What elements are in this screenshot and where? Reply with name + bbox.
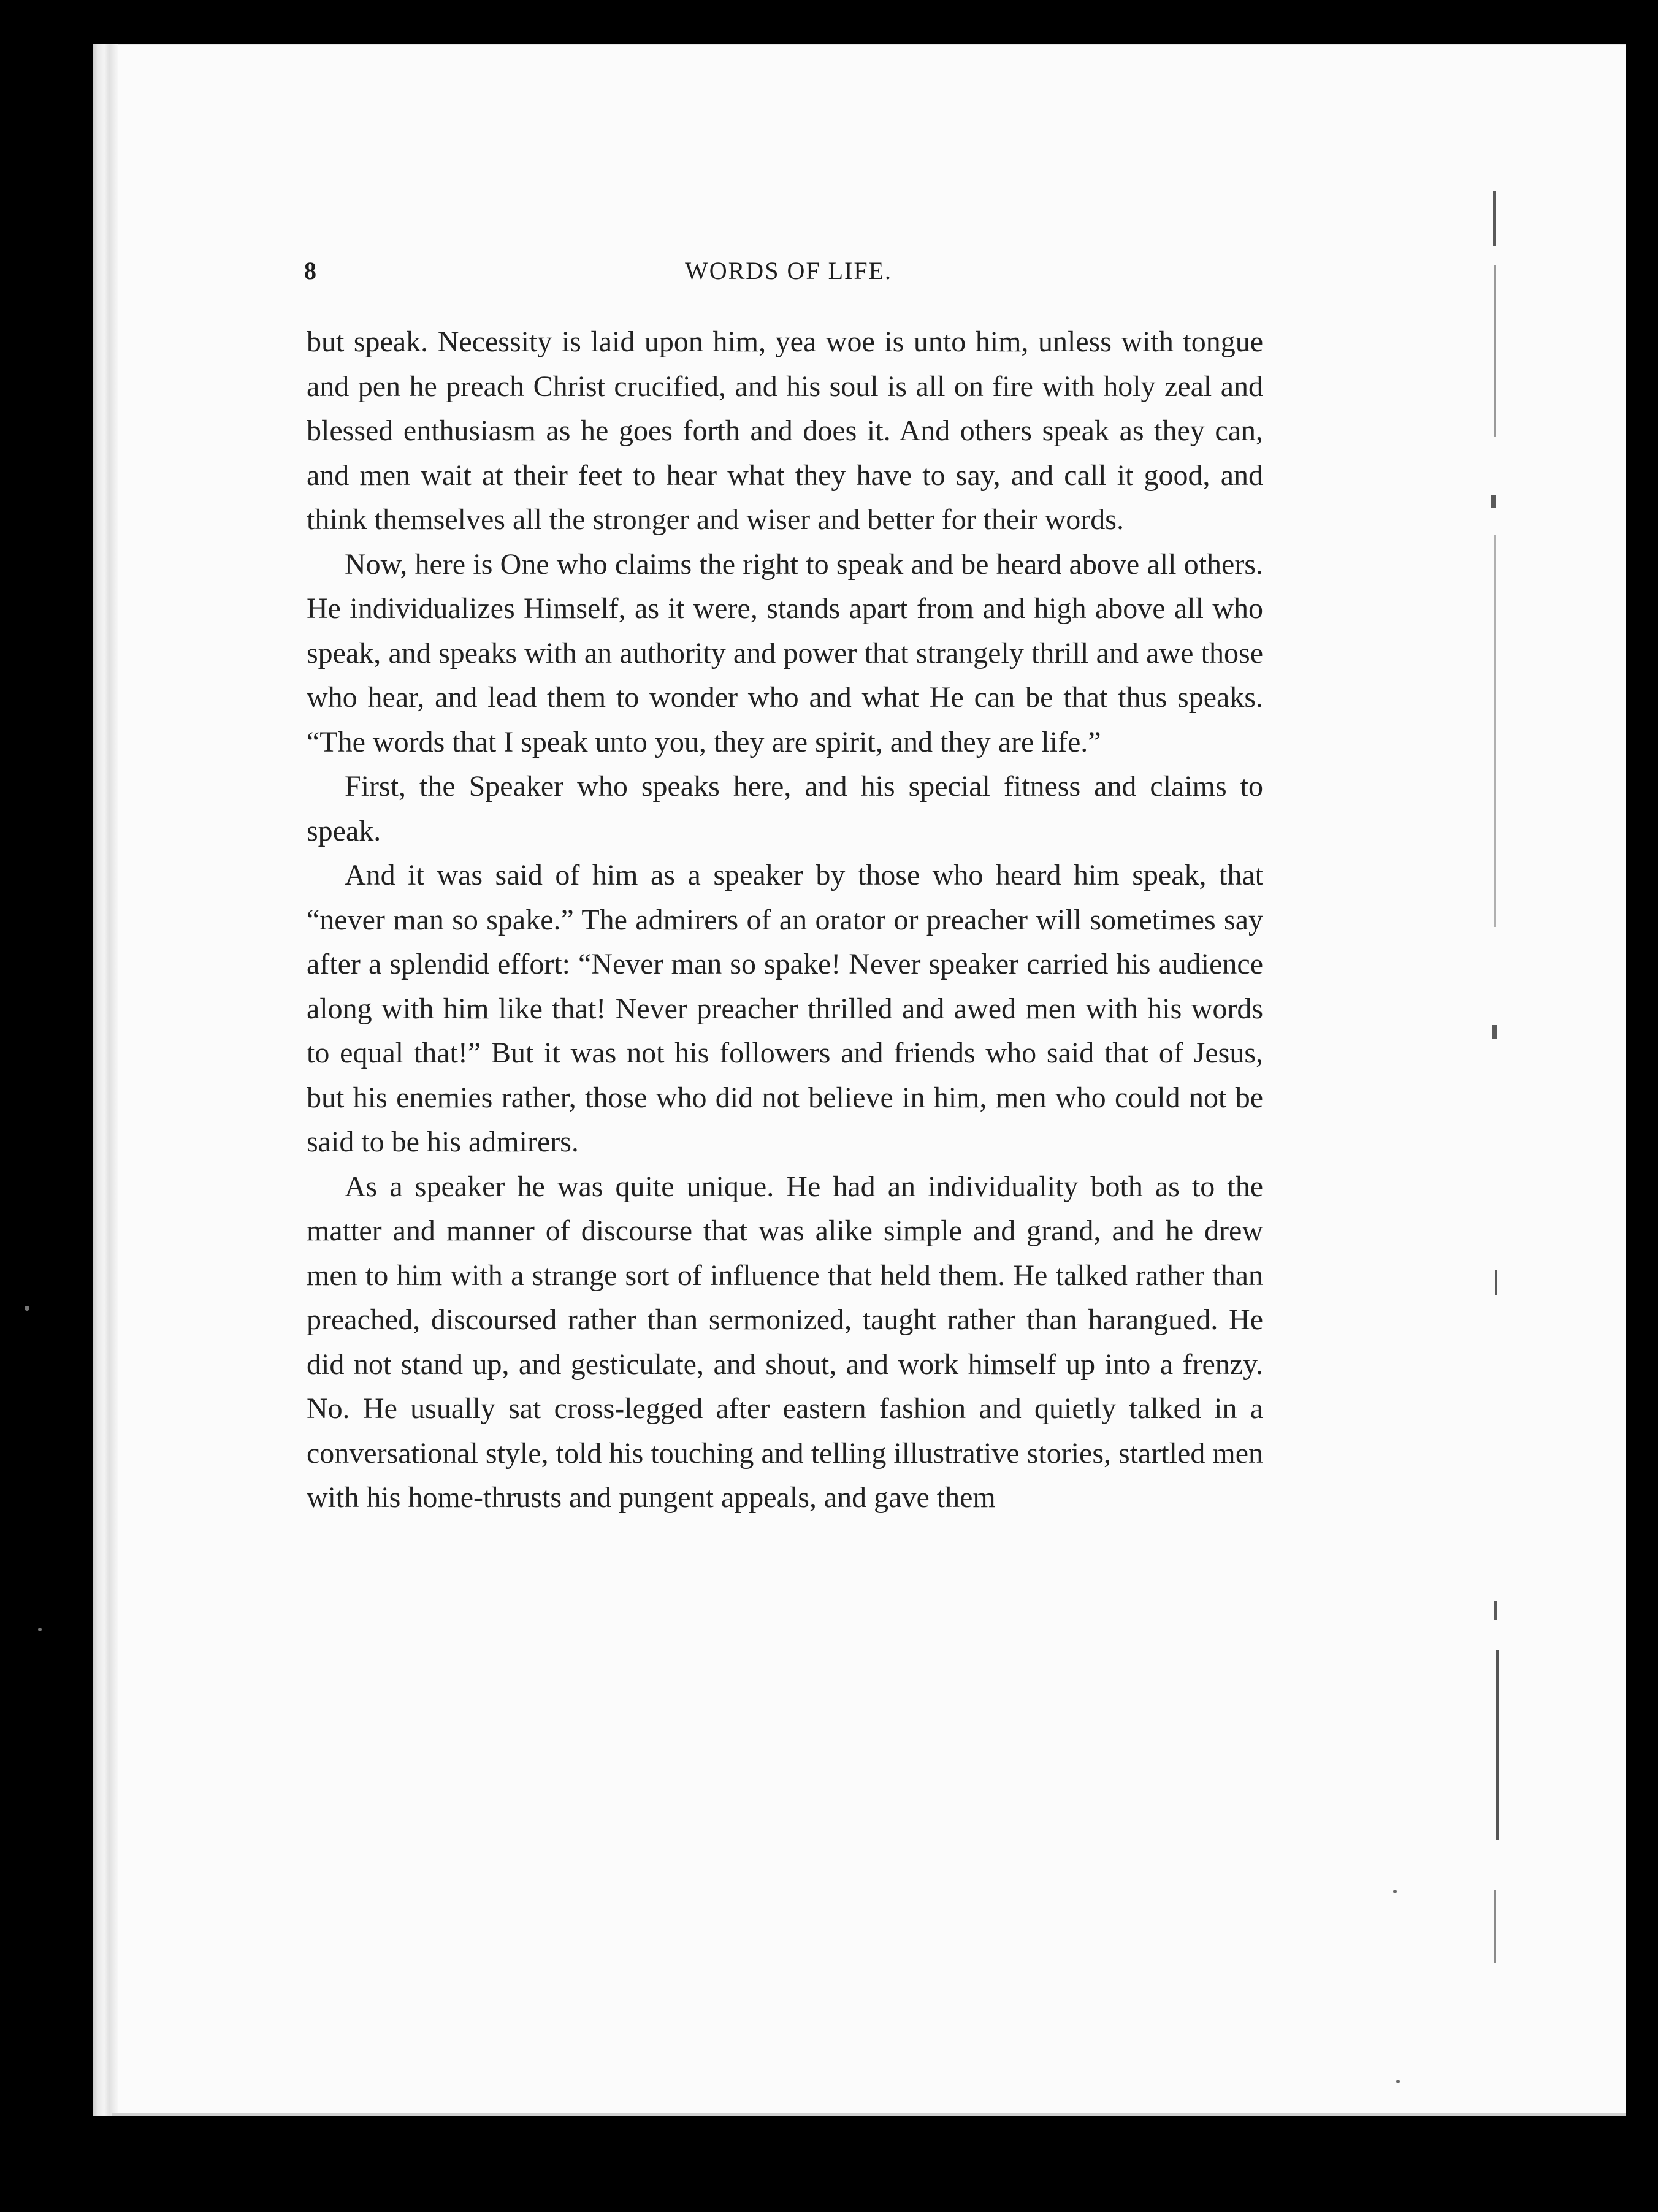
margin-mark [1492,1025,1497,1039]
margin-mark [1495,1270,1497,1295]
margin-mark [1494,265,1496,437]
paragraph: As a speaker he was quite unique. He had an individuality both as to the matter and manner of discourse that was alike simple and grand, and he drew men to him with a strange sort of influence that held them. He talked rather than preached, discoursed rather than sermonized, taught rather than harangued. He did not stand up, and gesticulate, and shout, and work himself up into a frenzy. No. He usually sat cross-legged after eastern fashion and quietly talked in a conversational style, told his touching and telling illustrative stories, startled men with his home-thrusts and pungent appeals, and gave them [307,1170,1263,1514]
paragraph: but speak. Necessity is laid upon him, yea woe is unto him, unless with tongue and pen he preach Christ crucified, and his soul is all on fire with holy zeal and blessed enthusiasm as he goes forth and does it. And others speak as they can, and men wait at their feet to hear what they have to say, and call it good, and think themselves all the stronger and wiser and better for their words. [307,326,1263,536]
paragraph: First, the Speaker who speaks here, and his special fitness and claims to speak. [307,770,1263,847]
paragraph: Now, here is One who claims the right to speak and be heard above all others. He individualizes Himself, as it were, stands apart from and high above all who speak, and speaks with an authority and power that strangely thrill and awe those who hear, and lead them to wonder who and what He can be that thus speaks. “The words that I speak unto you, they are spirit, and they are life.” [307,547,1263,758]
running-title: WORDS OF LIFE. [684,257,893,284]
paragraph: And it was said of him as a speaker by those who heard him speak, that “never man so spake.” The admirers of an orator or preacher will sometimes say after a splendid effort: “Never man so spake! Never speaker carried his audience along with him like that! Never preacher thrilled and awed men with his words to equal that!” But it was not his followers and friends who said that of Jesus, but his enemies rather, those who did not believe in him, men who could not be said to be his admirers. [307,859,1263,1158]
dust-speck [25,1306,29,1311]
page-number: 8 [304,257,316,284]
margin-mark [1491,495,1496,508]
page-gutter [93,44,118,2116]
dust-speck [1396,2080,1400,2083]
margin-mark [1496,1650,1499,1840]
running-head [304,256,1273,299]
margin-mark [1494,1601,1497,1620]
margin-mark [1494,535,1496,927]
margin-mark [1493,191,1496,246]
dust-speck [1393,1890,1397,1893]
body-text [307,320,1263,1520]
margin-mark [1494,1890,1496,1963]
page-bottom-edge [112,2113,1626,2116]
dust-speck [38,1628,42,1631]
